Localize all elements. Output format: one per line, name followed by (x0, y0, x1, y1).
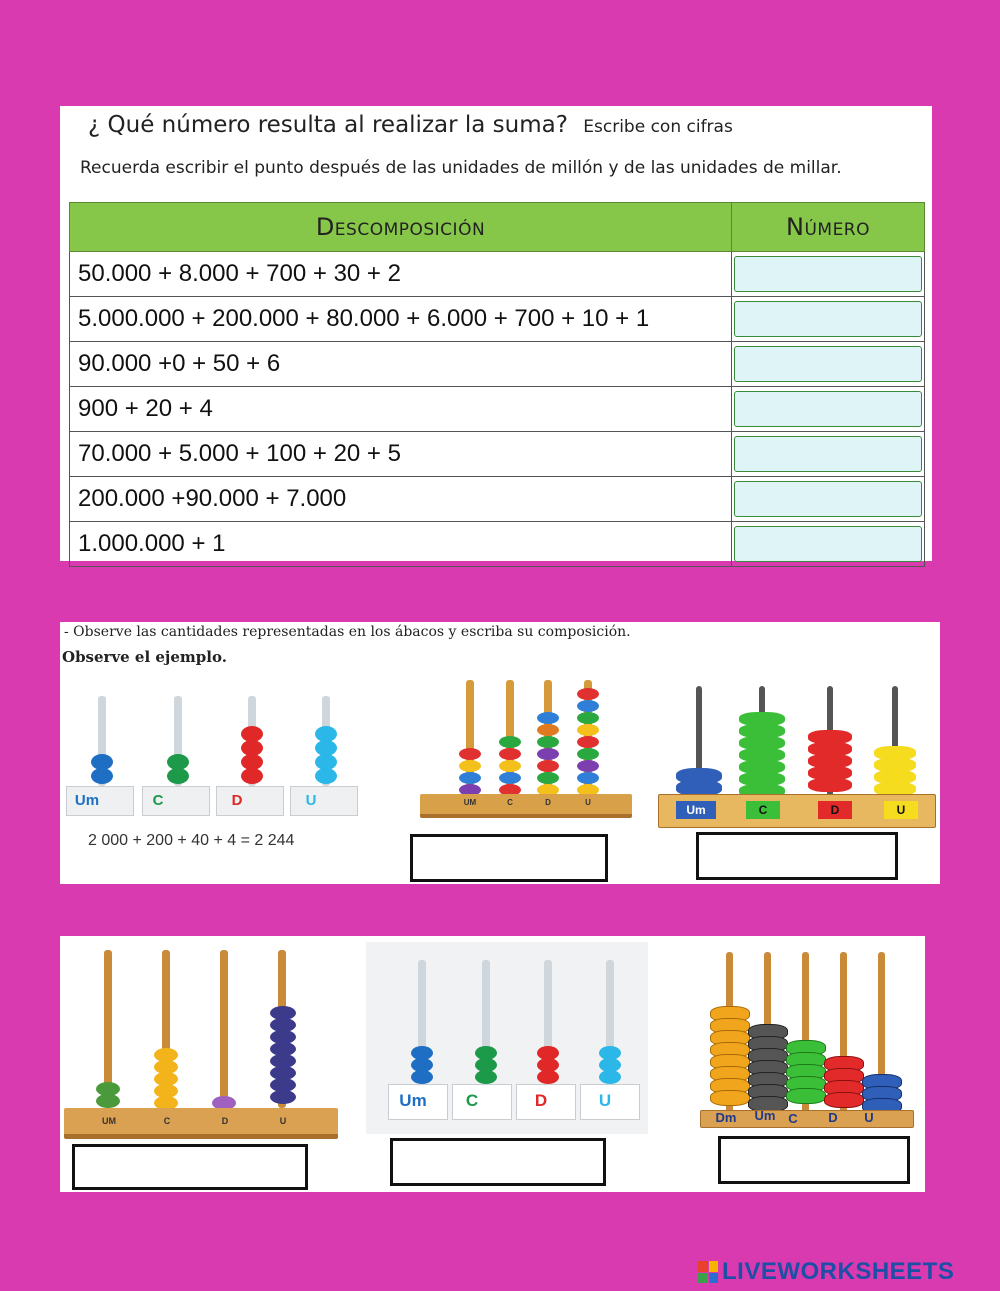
table-row (70, 297, 925, 342)
abacus-exercise-panel-2 (60, 936, 925, 1192)
bead-green-disc (786, 1088, 826, 1104)
place-block (290, 786, 358, 816)
decomposition-cell: 1.000.000 + 1 (70, 522, 732, 567)
place-block (388, 1084, 448, 1120)
bead (459, 760, 481, 772)
place-label: C (465, 1091, 479, 1110)
place-label: D (221, 1116, 229, 1126)
example-label: Observe el ejemplo. (62, 648, 227, 666)
bead-blue (91, 768, 113, 784)
bead (537, 760, 559, 772)
place-block (516, 1084, 576, 1120)
abacus-answer-box[interactable] (718, 1136, 910, 1184)
place-label: U (305, 792, 317, 809)
abacus-exercise-panel (60, 622, 940, 884)
place-label: C (152, 792, 164, 809)
bead (499, 748, 521, 760)
abacus-instruction: - Observe las cantidades representadas en los ábacos y escriba su composición. (64, 624, 631, 640)
place-block (66, 786, 134, 816)
place-label: D (231, 792, 243, 809)
abacus-rod (220, 950, 228, 1108)
abacus-4 (64, 944, 342, 1144)
place-label: U (884, 801, 918, 819)
place-label: C (507, 798, 513, 807)
header-number: Número (732, 203, 925, 252)
table-row (70, 387, 925, 432)
decomposition-cell: 200.000 +90.000 + 7.000 (70, 477, 732, 522)
bead (537, 724, 559, 736)
exercise-title (88, 112, 733, 138)
place-label: U (585, 798, 591, 807)
bead-cyan (315, 768, 337, 784)
bead (537, 712, 559, 724)
abacus-example (66, 692, 366, 822)
bead (577, 724, 599, 736)
bead-navy (270, 1090, 296, 1104)
reminder-text: Recuerda escribir el punto después de las unidades de millón y de las unidades de millar. (80, 158, 842, 178)
answer-input[interactable] (734, 301, 922, 337)
table-row (70, 252, 925, 297)
abacus-answer-box[interactable] (390, 1138, 606, 1186)
bead (499, 760, 521, 772)
bead (577, 712, 599, 724)
bead-green (96, 1094, 120, 1108)
bead (459, 772, 481, 784)
bead-red-disc (808, 778, 852, 792)
abacus-6 (700, 950, 916, 1130)
answer-input[interactable] (734, 346, 922, 382)
bead-green (475, 1070, 497, 1084)
decomposition-table (69, 202, 925, 567)
bead (577, 700, 599, 712)
answer-input[interactable] (734, 256, 922, 292)
place-label: C (788, 1111, 798, 1126)
decomposition-cell: 900 + 20 + 4 (70, 387, 732, 432)
bead (537, 772, 559, 784)
bead (577, 688, 599, 700)
bead (577, 772, 599, 784)
example-equation: 2 000 + 200 + 40 + 4 = 2 244 (88, 832, 295, 849)
bead-cyan (599, 1070, 621, 1084)
question-hint: Escribe con cifras (583, 117, 733, 137)
answer-input[interactable] (734, 481, 922, 517)
place-label: Um (754, 1108, 776, 1123)
answer-input[interactable] (734, 436, 922, 472)
place-label: D (818, 801, 852, 819)
place-label: Dm (715, 1110, 737, 1125)
place-label: C (746, 801, 780, 819)
place-label: Um (399, 1091, 427, 1110)
liveworksheets-brand (698, 1258, 954, 1286)
place-label: D (828, 1110, 838, 1125)
table-row (70, 477, 925, 522)
answer-input[interactable] (734, 526, 922, 562)
abacus-5 (366, 942, 648, 1134)
bead (537, 736, 559, 748)
place-label: D (534, 1091, 548, 1110)
place-label: UM (463, 798, 477, 807)
abacus-answer-box[interactable] (410, 834, 608, 882)
place-label: U (598, 1091, 612, 1110)
bead (499, 772, 521, 784)
bead (577, 736, 599, 748)
table-header (70, 203, 925, 252)
bead-blue (411, 1070, 433, 1084)
place-label: Um (74, 792, 100, 809)
bead (499, 736, 521, 748)
abacus-2 (420, 680, 634, 830)
sum-exercise-panel (60, 106, 932, 561)
liveworksheets-logo-icon (698, 1261, 718, 1283)
answer-input[interactable] (734, 391, 922, 427)
bead-orange-disc (710, 1090, 750, 1106)
table-row (70, 342, 925, 387)
bead-green (167, 768, 189, 784)
decomposition-cell: 70.000 + 5.000 + 100 + 20 + 5 (70, 432, 732, 477)
place-label: U (864, 1110, 874, 1125)
place-block (452, 1084, 512, 1120)
question-text: ¿ Qué número resulta al realizar la suma? (88, 112, 568, 138)
bead (537, 748, 559, 760)
decomposition-cell: 90.000 +0 + 50 + 6 (70, 342, 732, 387)
bead-red-disc (824, 1092, 864, 1108)
place-block (142, 786, 210, 816)
bead-red (241, 768, 263, 784)
place-block (580, 1084, 640, 1120)
bead-red (537, 1070, 559, 1084)
abacus-base (420, 794, 632, 818)
place-label: Um (676, 801, 716, 819)
place-label: C (163, 1116, 171, 1126)
abacus-answer-box[interactable] (72, 1144, 308, 1190)
decomposition-cell: 5.000.000 + 200.000 + 80.000 + 6.000 + 700 + 10 + 1 (70, 297, 732, 342)
header-decomposition: Descomposición (70, 203, 732, 252)
bead (459, 748, 481, 760)
bead (577, 760, 599, 772)
place-label: D (545, 798, 551, 807)
place-block (216, 786, 284, 816)
brand-text: LIVEWORKSHEETS (722, 1258, 955, 1285)
table-row (70, 432, 925, 477)
place-label: UM (102, 1116, 116, 1126)
abacus-answer-box[interactable] (696, 832, 898, 880)
place-label: U (279, 1116, 287, 1126)
abacus-3 (658, 686, 938, 836)
table-row (70, 522, 925, 567)
decomposition-cell: 50.000 + 8.000 + 700 + 30 + 2 (70, 252, 732, 297)
bead (577, 748, 599, 760)
